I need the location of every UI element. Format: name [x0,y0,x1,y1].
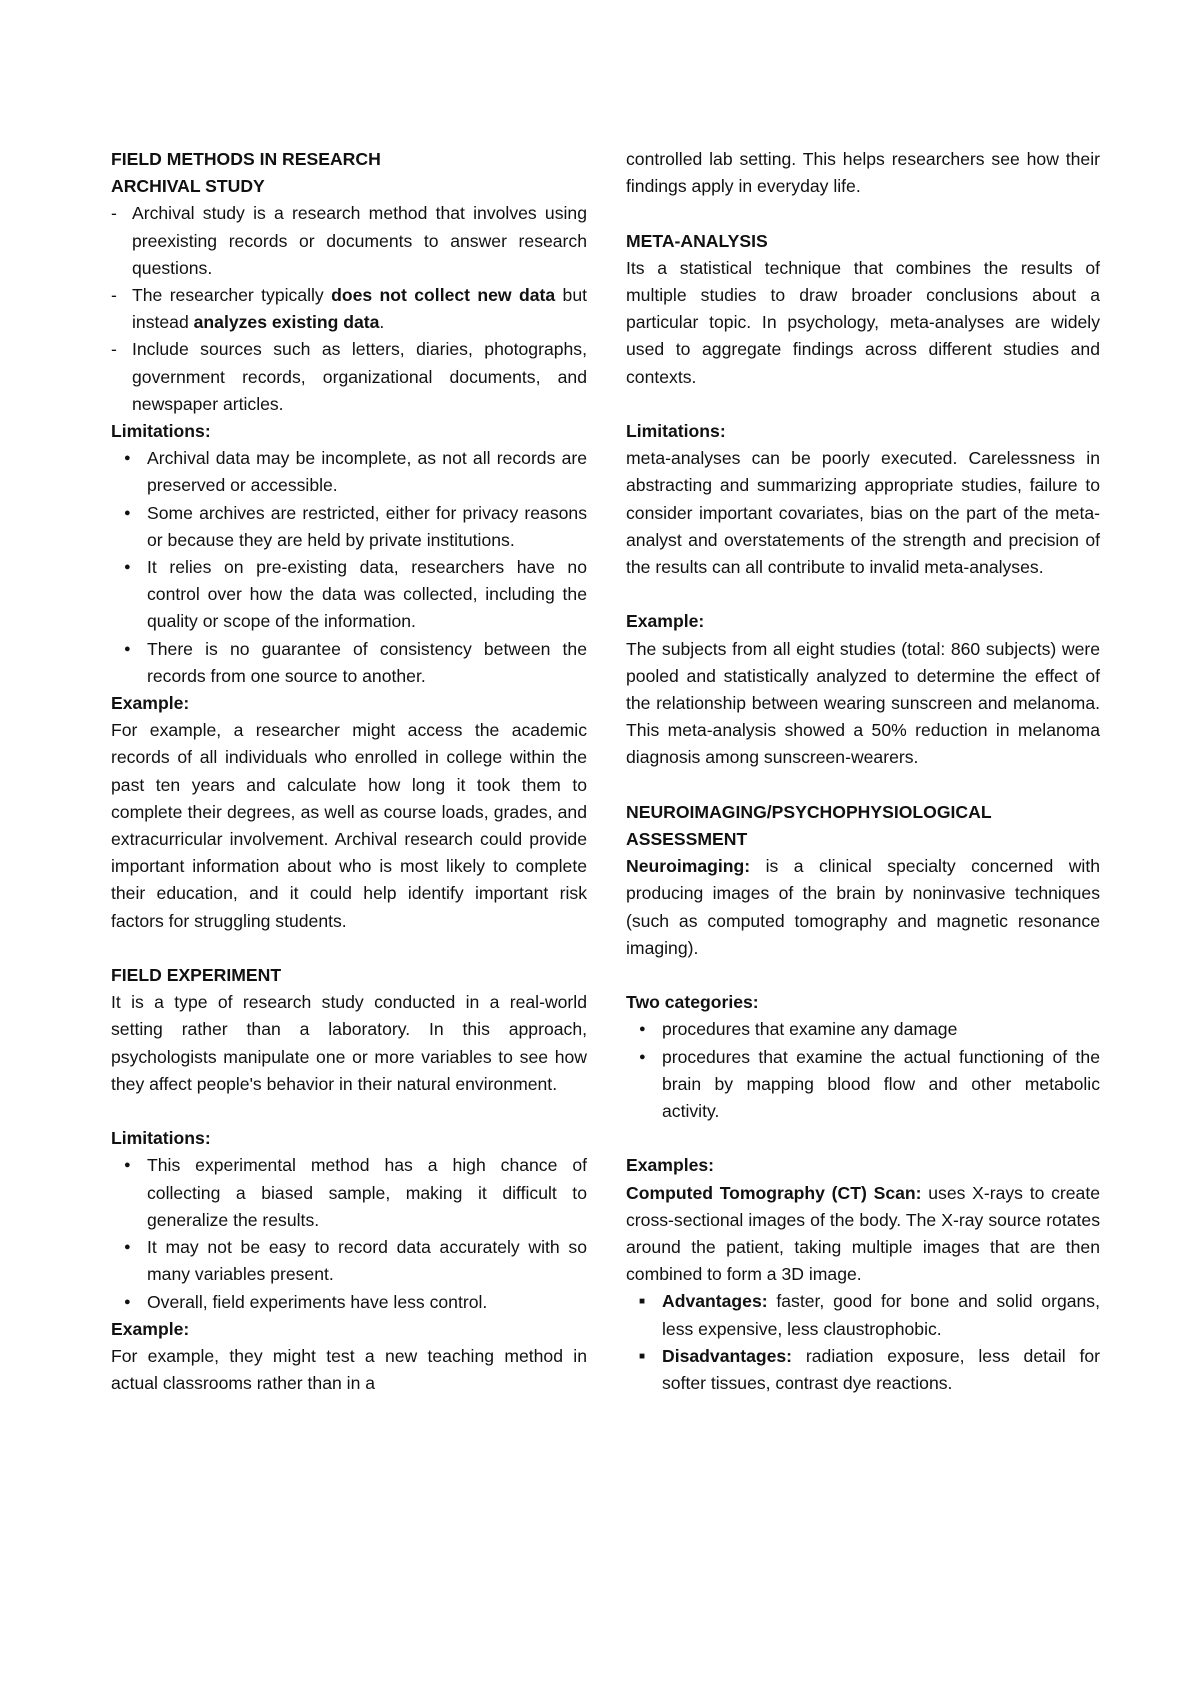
meta-example-text: The subjects from all eight studies (total: 860 subjects) were pooled and statistically analyzed to determine the effect of the relationship between wearing sunscreen and melanoma. This meta-analysis showed a 50% reduction in melanoma diagnosis among sunscreen-wearers. [626,638,1100,768]
meta-analysis-heading: META-ANALYSIS [626,230,768,251]
archival-limitation-item: ● Archival data may be incomplete, as not all records are preserved or accessible. [111,445,587,499]
bullet-icon: ● [124,561,131,574]
bullet-icon: ● [124,452,131,465]
archival-limitations-label: Limitations: [111,421,211,442]
archival-example-label: Example: [111,693,190,714]
ct-scan-description: Computed Tomography (CT) Scan: uses X-rays to create cross-sectional images of the body. The X-ray source rotates around the patient, taking multiple images that are then combined to form a 3D image. [626,1182,1100,1285]
field-limitations-label: Limitations: [111,1128,211,1149]
field-example-continued: controlled lab setting. This helps researchers see how their findings apply in everyday life. [626,149,1100,197]
field-limitation-item: ● It may not be easy to record data accurately with so many variables present. [111,1234,587,1288]
square-bullet-icon: ■ [639,1296,646,1308]
archival-example-text: For example, a researcher might access the academic records of all individuals who enrolled in college within the past ten years and calculate how long it took them to complete their degrees, as well as course loads, grades, and extracurricular involvement. Archival research could provide important information about who is most likely to complete their education, and it could help identify important risk factors for struggling students. [111,720,587,931]
meta-analysis-body: Its a statistical technique that combines the results of multiple studies to draw broader conclusions about a particular topic. In psychology, meta-analyses are widely used to aggregate findings across different studies and contexts. [626,257,1100,387]
archival-dash-item: - Include sources such as letters, diaries, photographs, government records, organizational documents, and newspaper articles. [111,339,587,414]
neuroimaging-heading: NEUROIMAGING/PSYCHOPHYSIOLOGICAL [626,801,992,822]
archival-heading: ARCHIVAL STUDY [111,176,265,197]
field-example-label: Example: [111,1318,190,1339]
archival-limitation-item: ● Some archives are restricted, either for privacy reasons or because they are held by private institutions. [111,500,587,554]
document-title: FIELD METHODS IN RESEARCH [111,149,381,169]
category-item: ● procedures that examine any damage [626,1016,1100,1043]
field-example-text: For example, they might test a new teaching method in actual classrooms rather than in a [111,1345,587,1394]
bullet-icon: ● [124,642,131,655]
neuroimaging-heading-line2: ASSESSMENT [626,829,748,850]
right-column [626,146,1100,1397]
bullet-icon: ● [639,1050,646,1063]
field-limitation-item: ● This experimental method has a high chance of collecting a biased sample, making it difficult to generalize the results. [111,1152,587,1234]
archival-limitation-item: ● It relies on pre-existing data, researchers have no control over how the data was collected, including the quality or scope of the information. [111,554,587,636]
archival-dash-item: - The researcher typically does not collect new data but instead analyzes existing data. [111,285,587,333]
meta-limitations-label: Limitations: [626,421,726,441]
ct-advantages-item: ■ Advantages: faster, good for bone and solid organs, less expensive, less claustrophobic. [626,1288,1100,1342]
field-limitation-item: ● Overall, field experiments have less control. [111,1289,587,1316]
archival-dash-item: - Archival study is a research method that involves using preexisting records or documents to answer research questions. [111,203,587,278]
archival-limitation-item: ● There is no guarantee of consistency between the records from one source to another. [111,636,587,690]
bullet-icon: ● [124,1241,131,1254]
bullet-icon: ● [124,506,131,519]
examples-label: Examples: [626,1155,715,1176]
left-column [111,146,587,1397]
ct-disadvantages-item: ■ Disadvantages: radiation exposure, less detail for softer tissues, contrast dye reactions. [626,1343,1100,1397]
bullet-icon: ● [639,1023,646,1036]
meta-example-label: Example: [626,611,705,632]
bullet-icon: ● [124,1159,131,1172]
meta-limitations-text: meta-analyses can be poorly executed. Carelessness in abstracting and summarizing appropriate studies, failure to consider important covariates, bias on the part of the meta-analyst and overstatements of the strength and precision of the results can all contribute to invalid meta-analyses. [626,448,1100,578]
field-experiment-body: It is a type of research study conducted in a real-world setting rather than a laboratory. In this approach, psychologists manipulate one or more variables to see how they affect people's behavior in their natural environment. [111,992,587,1094]
category-item: ● procedures that examine the actual functioning of the brain by mapping blood flow and other metabolic activity. [626,1044,1100,1126]
square-bullet-icon: ■ [639,1350,646,1362]
neuroimaging-definition: Neuroimaging: is a clinical specialty concerned with producing images of the brain by noninvasive techniques (such as computed tomography and magnetic resonance imaging). [626,856,1100,958]
bullet-icon: ● [124,1295,131,1308]
field-experiment-heading: FIELD EXPERIMENT [111,965,282,986]
categories-label: Two categories: [626,992,759,1013]
